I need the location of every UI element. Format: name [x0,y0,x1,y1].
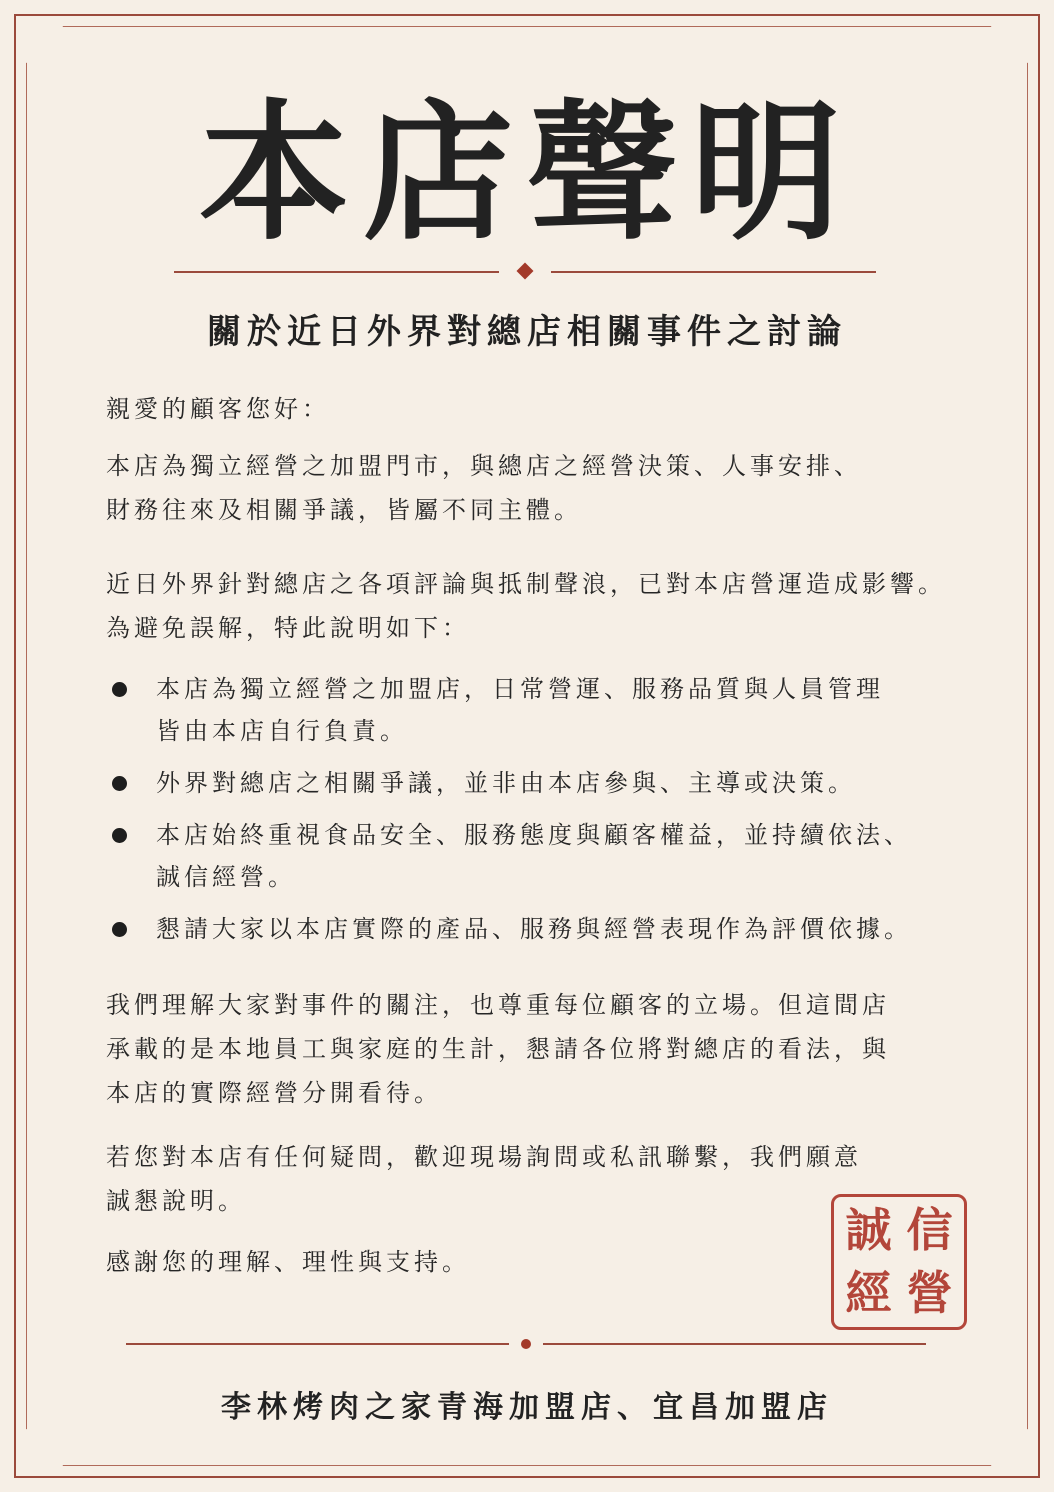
list-item [106,814,966,898]
list-item-text: 皆由本店自行負責。 [156,717,408,745]
understanding-line: 我們理解大家對事件的關注，也尊重每位顧客的立場。但這間店 [106,991,890,1019]
footer-signature: 李林烤肉之家青海加盟店、宜昌加盟店 [221,1390,833,1425]
footer-divider-right [543,1343,926,1345]
bullet-list [106,668,966,960]
intro-line: 財務往來及相關爭議，皆屬不同主體。 [106,496,582,524]
list-item-text: 懇請大家以本店實際的產品、服務與經營表現作為評價依據。 [156,915,912,943]
impact-line: 近日外界針對總店之各項評論與抵制聲浪，已對本店營運造成影響。 [106,570,946,598]
dot-ornament-icon [521,1339,531,1349]
list-item [106,668,966,752]
list-item-text: 本店為獨立經營之加盟店，日常營運、服務品質與人員管理 [156,675,884,703]
list-item-text: 誠信經營。 [156,863,296,891]
list-item-text: 外界對總店之相關爭議，並非由本店參與、主導或決策。 [156,769,856,797]
understanding-paragraph [106,983,966,1115]
footer-divider-left [126,1343,509,1345]
list-item [106,908,966,950]
bullet-dot-icon [112,828,127,843]
bullet-dot-icon [112,922,127,937]
list-item [106,762,966,804]
stamp-char: 誠 [845,1203,892,1257]
contact-line: 誠懇說明。 [106,1187,246,1215]
understanding-line: 承載的是本地員工與家庭的生計，懇請各位將對總店的看法，與 [106,1035,890,1063]
subtitle: 關於近日外界對總店相關事件之討論 [207,312,847,352]
understanding-line: 本店的實際經營分開看待。 [106,1079,442,1107]
title-divider-left [174,271,499,273]
impact-paragraph [106,562,966,650]
bullet-dot-icon [112,776,127,791]
title-divider-right [551,271,876,273]
stamp-char: 營 [906,1266,953,1320]
page-title: 本店聲明 [198,85,855,261]
list-item-text: 本店始終重視食品安全、服務態度與顧客權益，並持續依法、 [156,821,912,849]
contact-line: 若您對本店有任何疑問，歡迎現場詢問或私訊聯繫，我們願意 [106,1143,862,1171]
stamp-char: 信 [906,1203,953,1257]
greeting: 親愛的顧客您好： [106,395,330,423]
seal-stamp [831,1194,967,1330]
thanks-line: 感謝您的理解、理性與支持。 [106,1248,470,1276]
bullet-dot-icon [112,682,127,697]
stamp-char: 經 [845,1266,892,1320]
impact-line: 為避免誤解，特此說明如下： [106,614,470,642]
intro-line: 本店為獨立經營之加盟門市，與總店之經營決策、人事安排、 [106,452,862,480]
intro-paragraph [106,444,966,532]
